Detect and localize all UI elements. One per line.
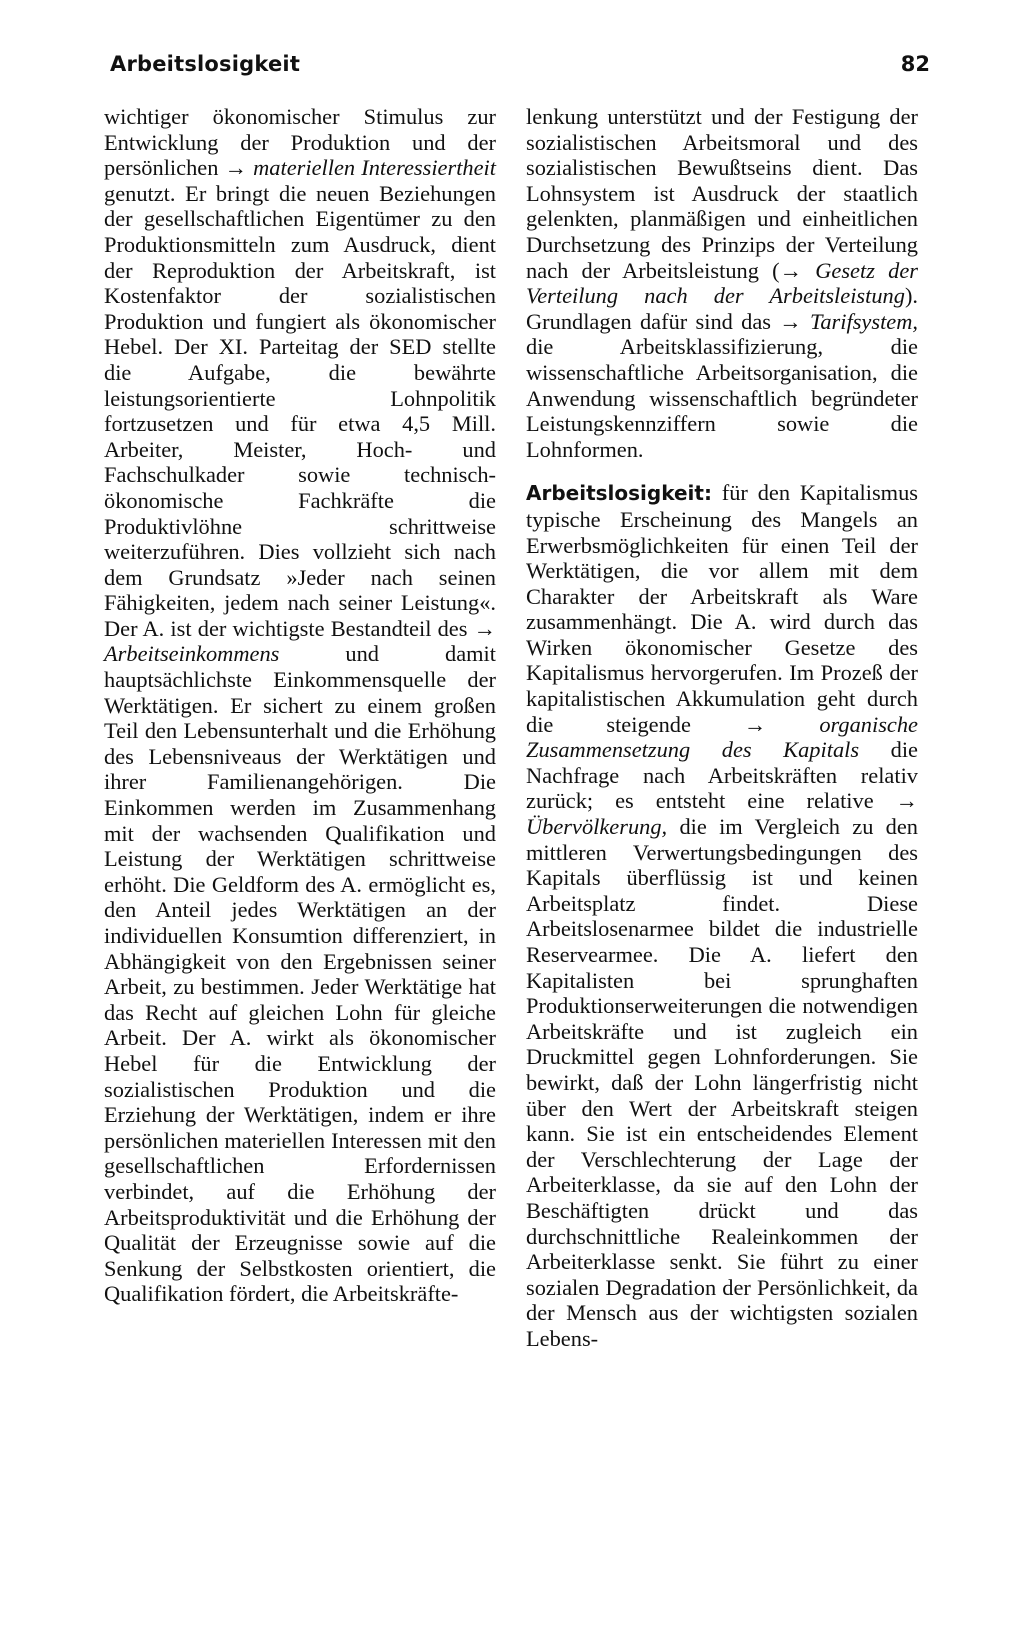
text-segment: die Nachfrage nach Arbeitskräften relativ zurück; es entsteht eine relative [526,737,918,814]
arrow-right-icon: → [743,711,767,737]
cross-reference-label: Übervölkerung, [526,814,668,840]
page-number: 82 [900,52,930,76]
arrow-right-icon: → [779,257,802,283]
arrow-right-icon: → [224,155,247,181]
right-paragraph-continuation [526,104,918,462]
running-head-title: Arbeitslosigkeit [110,52,301,76]
arrow-right-icon: → [473,615,496,641]
entry-term: Arbeitslosigkeit: [526,481,712,506]
text-segment: genutzt. Er bringt die neuen Beziehungen der gesellschaftlichen Eigentümer zu den Produktionsmitteln zum Ausdruck, dient der Reproduktion der Arbeitskraft, ist Kostenfaktor der sozialistischen Produktion und fungiert als ökonomischer Hebel. Der XI. Parteitag der SED stellte die Aufgabe, die bewährte leistungsorientierte Lohnpolitik fortzusetzen und für etwa 4,5 Mill. Arbeiter, Meister, Hoch- und Fachschulkader sowie technisch-ökonomische Fachkräfte die Produktivlöhne schrittweise weiterzuführen. Dies vollzieht sich nach dem Grundsatz »Jeder nach seinen Fähigkeiten, jedem nach seiner Leistung«. Der A. ist der wichtigste Bestandteil des [104,180,496,641]
text-segment: lenkung unterstützt und der Festigung der sozialistischen Arbeitsmoral und des sozialistischen Bewußtseins dient. Das Lohnsystem ist Ausdruck der staatlich gelenkten, planmäßigen und einheitlichen Durchsetzung des Prinzips der Verteilung nach der Arbeitsleistung ( [526,104,918,283]
text-segment: die im Vergleich zu den mittleren Verwertungsbedingungen des Kapitals überflüssig ist und keinen Arbeitsplatz findet. Diese Arbeitslosenarmee bildet die industrielle Reservearmee. Die A. liefert den Kapitalisten bei sprunghaften Produktionserweiterungen die notwendigen Arbeitskräfte und ist zugleich ein Druckmittel gegen Lohnforderungen. Sie bewirkt, daß der Lohn längerfristig nicht über den Wert der Arbeitskraft steigen kann. Sie ist ein entscheidendes Element der Verschlechterung der Lage der Arbeiterklasse, da sie auf den Lohn der Beschäftigten drückt und das durchschnittliche Realeinkommen der Arbeiterklasse senkt. Sie führt zu einer sozialen Degradation der Persönlichkeit, da der Mensch aus der wichtigsten sozialen Lebens- [526,814,918,1351]
cross-reference-label: Arbeitseinkommens [104,641,280,667]
cross-reference-materielle-interessiertheit[interactable] [225,155,496,180]
text-segment: und damit hauptsächlichste Einkommensquelle der Werktätigen. Er sichert zu einem großen Teil den Lebensunterhalt und die Erhöhung des Lebensniveaus der Werktätigen und ihrer Familienangehörigen. Die Einkommen werden im Zusammenhang mit der wachsenden Qualifikation und Leistung der Werktätigen schrittweise erhöht. Die Geldform des A. ermöglicht es, den Anteil jedes Werktätigen an der individuellen Konsumtion differenziert, in Abhängigkeit von den Ergebnissen seiner Arbeit, zu bestimmen. Jeder Werktätige hat das Recht auf gleichen Lohn für gleiche Arbeit. Der A. wirkt als ökonomischer Hebel für die Entwicklung der sozialistischen Produktion und die Erziehung der Werktätigen, indem er ihre persönlichen materiellen Interessen mit den gesellschaftlichen Erfordernissen verbindet, auf die Erhöhung der Arbeitsproduktivität und die Erhöhung der Qualität der Erzeugnisse sowie auf die Senkung der Selbstkosten orientiert, die Qualifikation fördert, die Arbeitskräfte- [104,641,496,1307]
cross-reference-label: Gesetz der Verteilung nach der Arbeitsleistung [526,257,918,309]
arrow-right-icon: → [779,308,802,334]
left-paragraph [104,104,496,1307]
text-segment: ). Grundlagen dafür sind das [526,283,918,334]
arrow-right-icon: → [895,788,918,814]
cross-reference-label: materiellen Interessiertheit [246,155,496,181]
text-segment: für den Kapitalismus typische Erscheinung des Mangels an Erwerbsmöglichkeiten für einen Teil der Werktätigen, die vor allem mit dem Charakter der Arbeitskraft als Ware zusammenhängt. Die A. wird durch das Wirken ökonomischer Gesetze des Kapitalismus hervorgerufen. Im Prozeß der kapitalistischen Akkumulation geht durch die steigende [526,480,918,737]
right-column [526,104,918,1352]
text-segment: die Arbeitsklassifizierung, die wissenschaftliche Arbeitsorganisation, die Anwendung wissenschaftlich begründeter Leistungskennziffern sowie die Lohnformen. [526,334,918,462]
cross-reference-tarifsystem[interactable] [779,309,918,334]
cross-reference-label: Tarifsystem, [801,308,918,334]
text-segment: wichtiger ökonomischer Stimulus zur Entwicklung der Produktion und der persönlichen [104,104,496,181]
left-column [104,104,496,1307]
entry-arbeitslosigkeit [526,480,918,1351]
cross-reference-label: organische Zusammensetzung des Kapitals [526,711,918,763]
